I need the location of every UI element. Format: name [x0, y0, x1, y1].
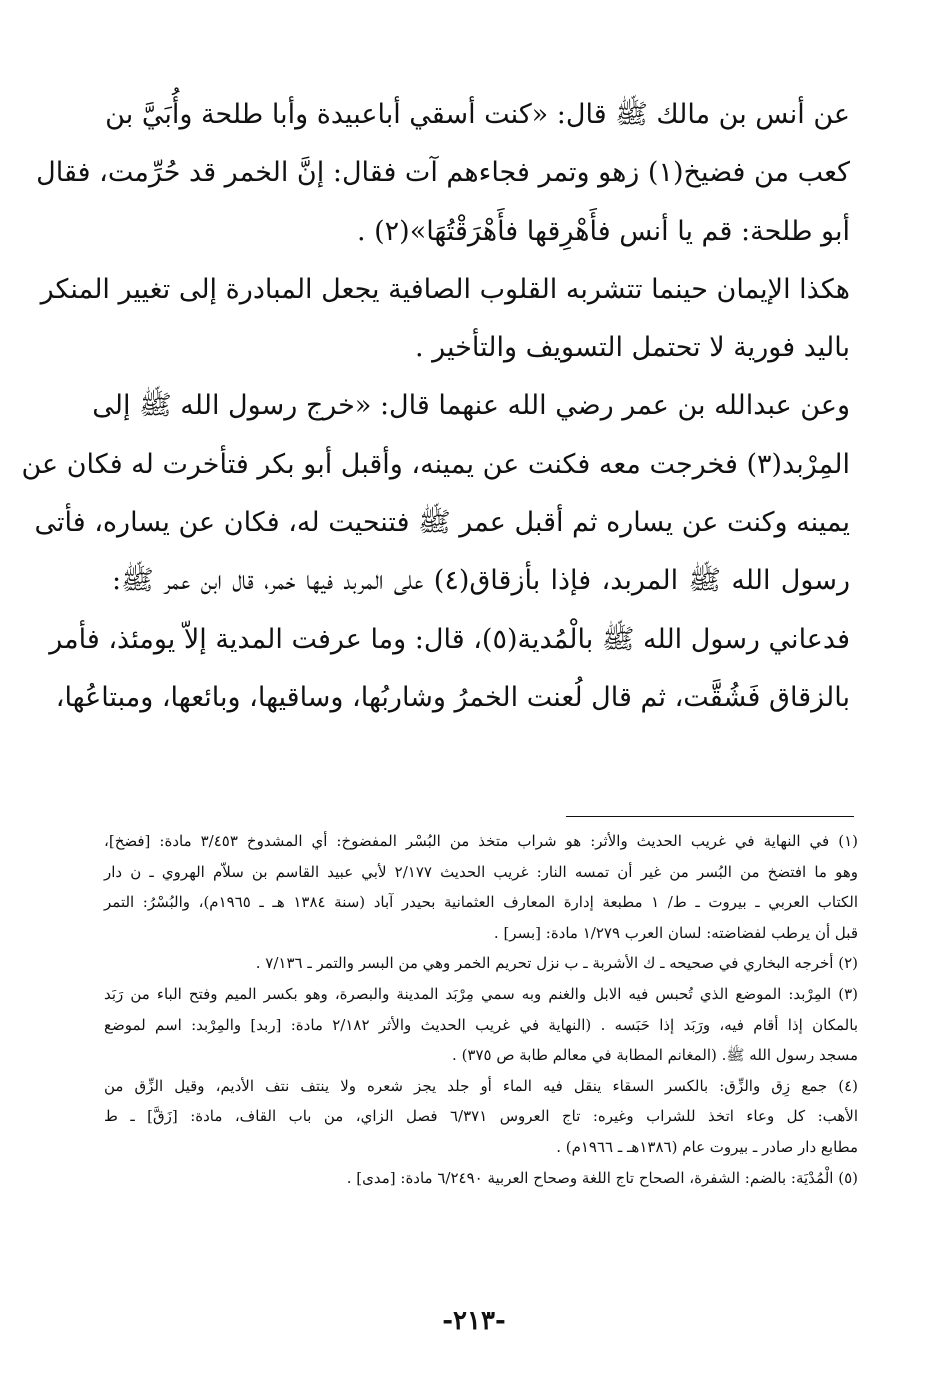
page-number: -٢١٣-: [442, 1306, 506, 1336]
footnote-line: مطابع دار صادر ـ بيروت عام (١٣٨٦هـ ـ ١٩٦٦م) .: [556, 1137, 858, 1156]
footnote-line: (٣) المِرْبد: الموضع الذي تُحبس فيه الابل والغنم وبه سمي مِرْبَد المدينة والبصرة، وهو بكسر الميم وفتح الباء من رَبَد: [104, 984, 858, 1003]
text-line: أبو طلحة: قم يا أنس فأَهْرِقها فأَهْرَقْتُهَا»(٢) .: [356, 215, 850, 247]
text-line: وعن عبدالله بن عمر رضي الله عنهما قال: «خرج رسول الله ﷺ إلى: [92, 390, 850, 422]
text-line: باليد فورية لا تحتمل التسويف والتأخير .: [414, 332, 850, 364]
footnote-line: (١) في النهاية في غريب الحديث والأثر: هو شراب متخذ من البُسْر المفضوخ: أي المشدوخ ٣/٤٥٣ مادة: [فضخ]،: [104, 832, 859, 850]
footnote-line: الكتاب العربي ـ بيروت ـ ط/ ١ مطبعة إدارة المعارف العثمانية بحيدر آباد (سنة ١٣٨٤ هـ ـ ١٩٦٥م)، والبُسْرُ: التمر: [104, 893, 859, 912]
footnote-line: (٥) الْمُدْيَة: بالضم: الشفرة، الصحاح تاج اللغة وصحاح العربية ٦/٢٤٩٠ مادة: [مدى] .: [346, 1168, 858, 1187]
text-line: كعب من فضيخ(١) زهو وتمر فجاءهم آت فقال: إنَّ الخمر قد حُرِّمت، فقال: [36, 157, 850, 189]
footnotes: [104, 826, 858, 1193]
text-line: هكذا الإيمان حينما تتشربه القلوب الصافية يجعل المبادرة إلى تغيير المنكر: [40, 273, 850, 305]
footnote-line: بالمكان إذا أقام فيه، ورَبَد إذا حَبَسه . (النهاية في غريب الحديث والأثر ٢/١٨٢ مادة: [ربد] والمِرْبد: اسم لموضع: [104, 1015, 858, 1034]
text-line: يمينه وكنت عن يساره ثم أقبل عمر ﷺ فتنحيت له، فكان عن يساره، فأتى: [34, 507, 850, 539]
footnote-line: الأهب: كل وعاء اتخذ للشراب وغيره: تاج العروس ٦/٣٧١ فصل الزاي، من باب القاف، مادة: [زَقَّ] ـ ط: [104, 1107, 858, 1126]
footnote-line: مسجد رسول الله ﷺ. (المغانم المطابة في معالم طابة ص ٣٧٥) .: [452, 1046, 858, 1065]
footnote-divider: [566, 816, 854, 817]
footnote-line: وهو ما افتضخ من البُسر من غير أن تمسه النار: غريب الحديث ٢/١٧٧ لأبي عبيد القاسم بن سلاّم الهروي ـ ن دار: [104, 862, 858, 881]
text-line: المِرْبد(٣) فخرجت معه فكنت عن يمينه، وأقبل أبو بكر فتأخرت له فكان عن: [21, 448, 850, 480]
footnote-line: قبل أن يرطب لفضاضته: لسان العرب ١/٢٧٩ مادة: [بسر] .: [493, 923, 858, 942]
main-text: [21, 86, 850, 727]
text-line: فدعاني رسول الله ﷺ بالْمُدية(٥)، قال: وما عرفت المدية إلاّ يومئذ، فأمر: [49, 623, 850, 655]
text-line: رسول الله ﷺ المربد، فإذا بأزقاق(٤) على المربد فيها خمر، قال ابن عمر ﷺ:: [112, 565, 850, 597]
text-line: عن أنس بن مالك ﷺ قال: «كنت أسقي أباعبيدة وأبا طلحة وأُبَيَّ بن: [105, 99, 850, 130]
footnote-line: (٤) جمع زِق والزِّق: بالكسر السقاء ينقل فيه الماء أو جلد يجز شعره ولا ينتف نتف الأديم، وقيل الزِّق من: [104, 1076, 858, 1095]
text-line: بالزقاق فَشُقَّت، ثم قال لُعنت الخمرُ وشاربُها، وساقيها، وبائعها، ومبتاعُها،: [55, 681, 850, 713]
footnote-line: (٢) أخرجه البخاري في صحيحه ـ ك الأشربة ـ ب نزل تحريم الخمر وهي من البسر والتمر ـ ٧/١٣٦ .: [255, 954, 858, 973]
